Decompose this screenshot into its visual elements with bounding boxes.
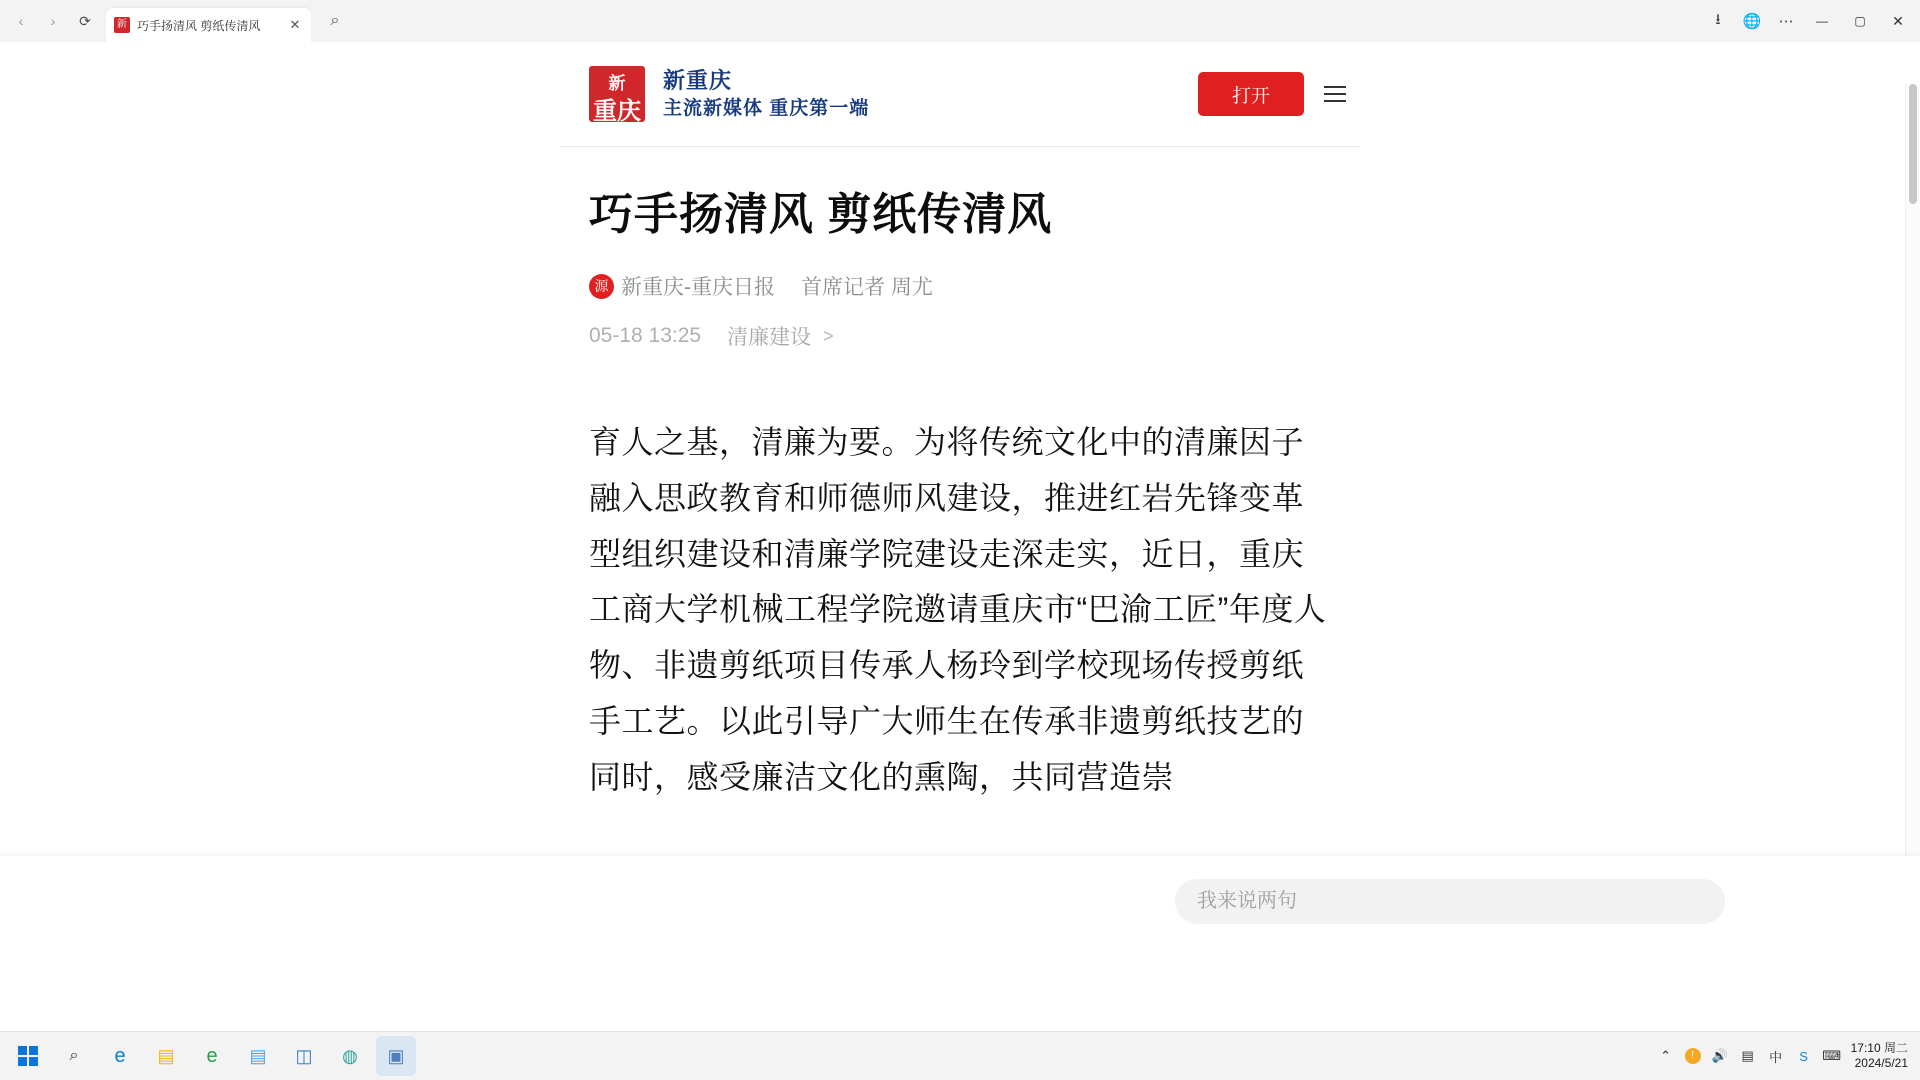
article-channel-link[interactable]: 清廉建设 xyxy=(727,326,812,350)
logo-top-text: 新 xyxy=(608,74,626,94)
notification-icon[interactable]: ! xyxy=(1685,1048,1701,1064)
forward-arrow-icon[interactable]: › xyxy=(50,13,56,29)
keyboard-icon[interactable]: ⌨ xyxy=(1822,1048,1842,1063)
site-logo xyxy=(589,66,645,125)
article-source: 新重庆-重庆日报 xyxy=(621,276,775,300)
scrollbar-thumb[interactable] xyxy=(1909,84,1917,204)
taskbar-item-file-explorer[interactable]: ▤ xyxy=(157,1045,175,1066)
brand-slogan: 主流新媒体 重庆第一端 xyxy=(663,98,870,120)
more-icon[interactable]: ⋯ xyxy=(1778,13,1794,30)
article-date: 05-18 13:25 xyxy=(589,324,702,348)
comment-input[interactable] xyxy=(1175,879,1725,924)
browser-tab[interactable] xyxy=(106,8,311,42)
back-arrow-icon[interactable]: ‹ xyxy=(18,13,24,29)
reload-icon[interactable]: ⟳ xyxy=(79,13,91,29)
site-header xyxy=(560,42,1360,147)
article-body: 育人之基，清廉为要。为将传统文化中的清廉因子融入思政教育和师德师风建设，推进红岩先锋变革型组织建设和清廉学院建设走深走实，近日，重庆工商大学机械工程学院邀请重庆市“巴渝工匠”年度人物、非遗剪纸项目传承人杨玲到学校现场传授剪纸手工艺。以此引导广大师生在传承非遗剪纸技艺的同时，感受廉洁文化的熏陶，共同营造崇 xyxy=(589,424,1327,795)
clock-time: 17:10 周二 xyxy=(1850,1041,1908,1055)
chrome-right-controls xyxy=(1702,0,1920,42)
close-window-button[interactable]: ✕ xyxy=(1892,12,1904,29)
start-button[interactable] xyxy=(8,1036,48,1076)
browser-chrome xyxy=(0,0,1920,43)
open-app-button[interactable]: 打开 xyxy=(1198,72,1304,116)
brand-name: 新重庆 xyxy=(663,68,733,94)
volume-icon[interactable]: 🔊 xyxy=(1711,1048,1728,1063)
tab-search-icon[interactable]: ⌕ xyxy=(330,12,340,29)
navigation-buttons xyxy=(0,0,100,42)
tab-title: 巧手扬清风 剪纸传清风 xyxy=(137,18,261,33)
clock[interactable] xyxy=(1851,1041,1908,1071)
taskbar-item-app-teal[interactable]: ◍ xyxy=(342,1045,358,1066)
taskbar xyxy=(0,1031,1920,1080)
chevron-right-icon[interactable]: > xyxy=(823,325,834,346)
article-meta-date-row xyxy=(589,321,1331,351)
page-scrollbar[interactable] xyxy=(1905,84,1920,948)
taskbar-item-folder-blue[interactable]: ▤ xyxy=(249,1045,267,1066)
system-tray xyxy=(1657,1041,1920,1071)
tab-strip xyxy=(106,0,349,42)
news-favicon xyxy=(114,17,130,33)
taskbar-item-browser-green[interactable]: e xyxy=(206,1044,218,1067)
article-meta-source-row xyxy=(589,271,1331,301)
ime-icon[interactable]: 中 xyxy=(1769,1049,1783,1065)
page-viewport xyxy=(0,42,1920,948)
minimize-button[interactable]: — xyxy=(1816,14,1828,28)
close-icon[interactable]: ✕ xyxy=(289,17,301,32)
globe-icon[interactable]: 🌐 xyxy=(1742,13,1762,30)
taskbar-item-app-blue-note[interactable]: ◫ xyxy=(295,1045,313,1066)
comment-bar xyxy=(0,856,1920,948)
skype-icon[interactable]: S xyxy=(1799,1048,1808,1064)
page-title: 巧手扬清风 剪纸传清风 xyxy=(589,190,1053,239)
search-icon[interactable]: ⌕ xyxy=(69,1047,79,1064)
downloads-icon[interactable]: ⭳ xyxy=(1715,10,1721,28)
content-column xyxy=(560,42,1360,805)
maximize-button[interactable]: ▢ xyxy=(1854,14,1866,28)
brand-block xyxy=(663,66,869,121)
hamburger-menu-icon[interactable] xyxy=(1312,72,1358,116)
taskbar-item-edge-browser[interactable]: e xyxy=(114,1044,126,1067)
clock-date: 2024/5/21 xyxy=(1854,1056,1908,1070)
taskbar-item-window-active[interactable]: ▣ xyxy=(376,1036,416,1076)
network-icon[interactable]: ▤ xyxy=(1741,1048,1754,1063)
article xyxy=(560,187,1360,805)
article-author: 首席记者 周尤 xyxy=(801,276,933,300)
taskbar-apps xyxy=(0,1036,416,1076)
windows-logo-icon xyxy=(18,1046,39,1067)
source-badge: 源 xyxy=(589,274,614,299)
logo-bottom-text: 重庆 xyxy=(593,96,641,125)
chevron-up-icon[interactable]: ⌃ xyxy=(1660,1048,1672,1063)
